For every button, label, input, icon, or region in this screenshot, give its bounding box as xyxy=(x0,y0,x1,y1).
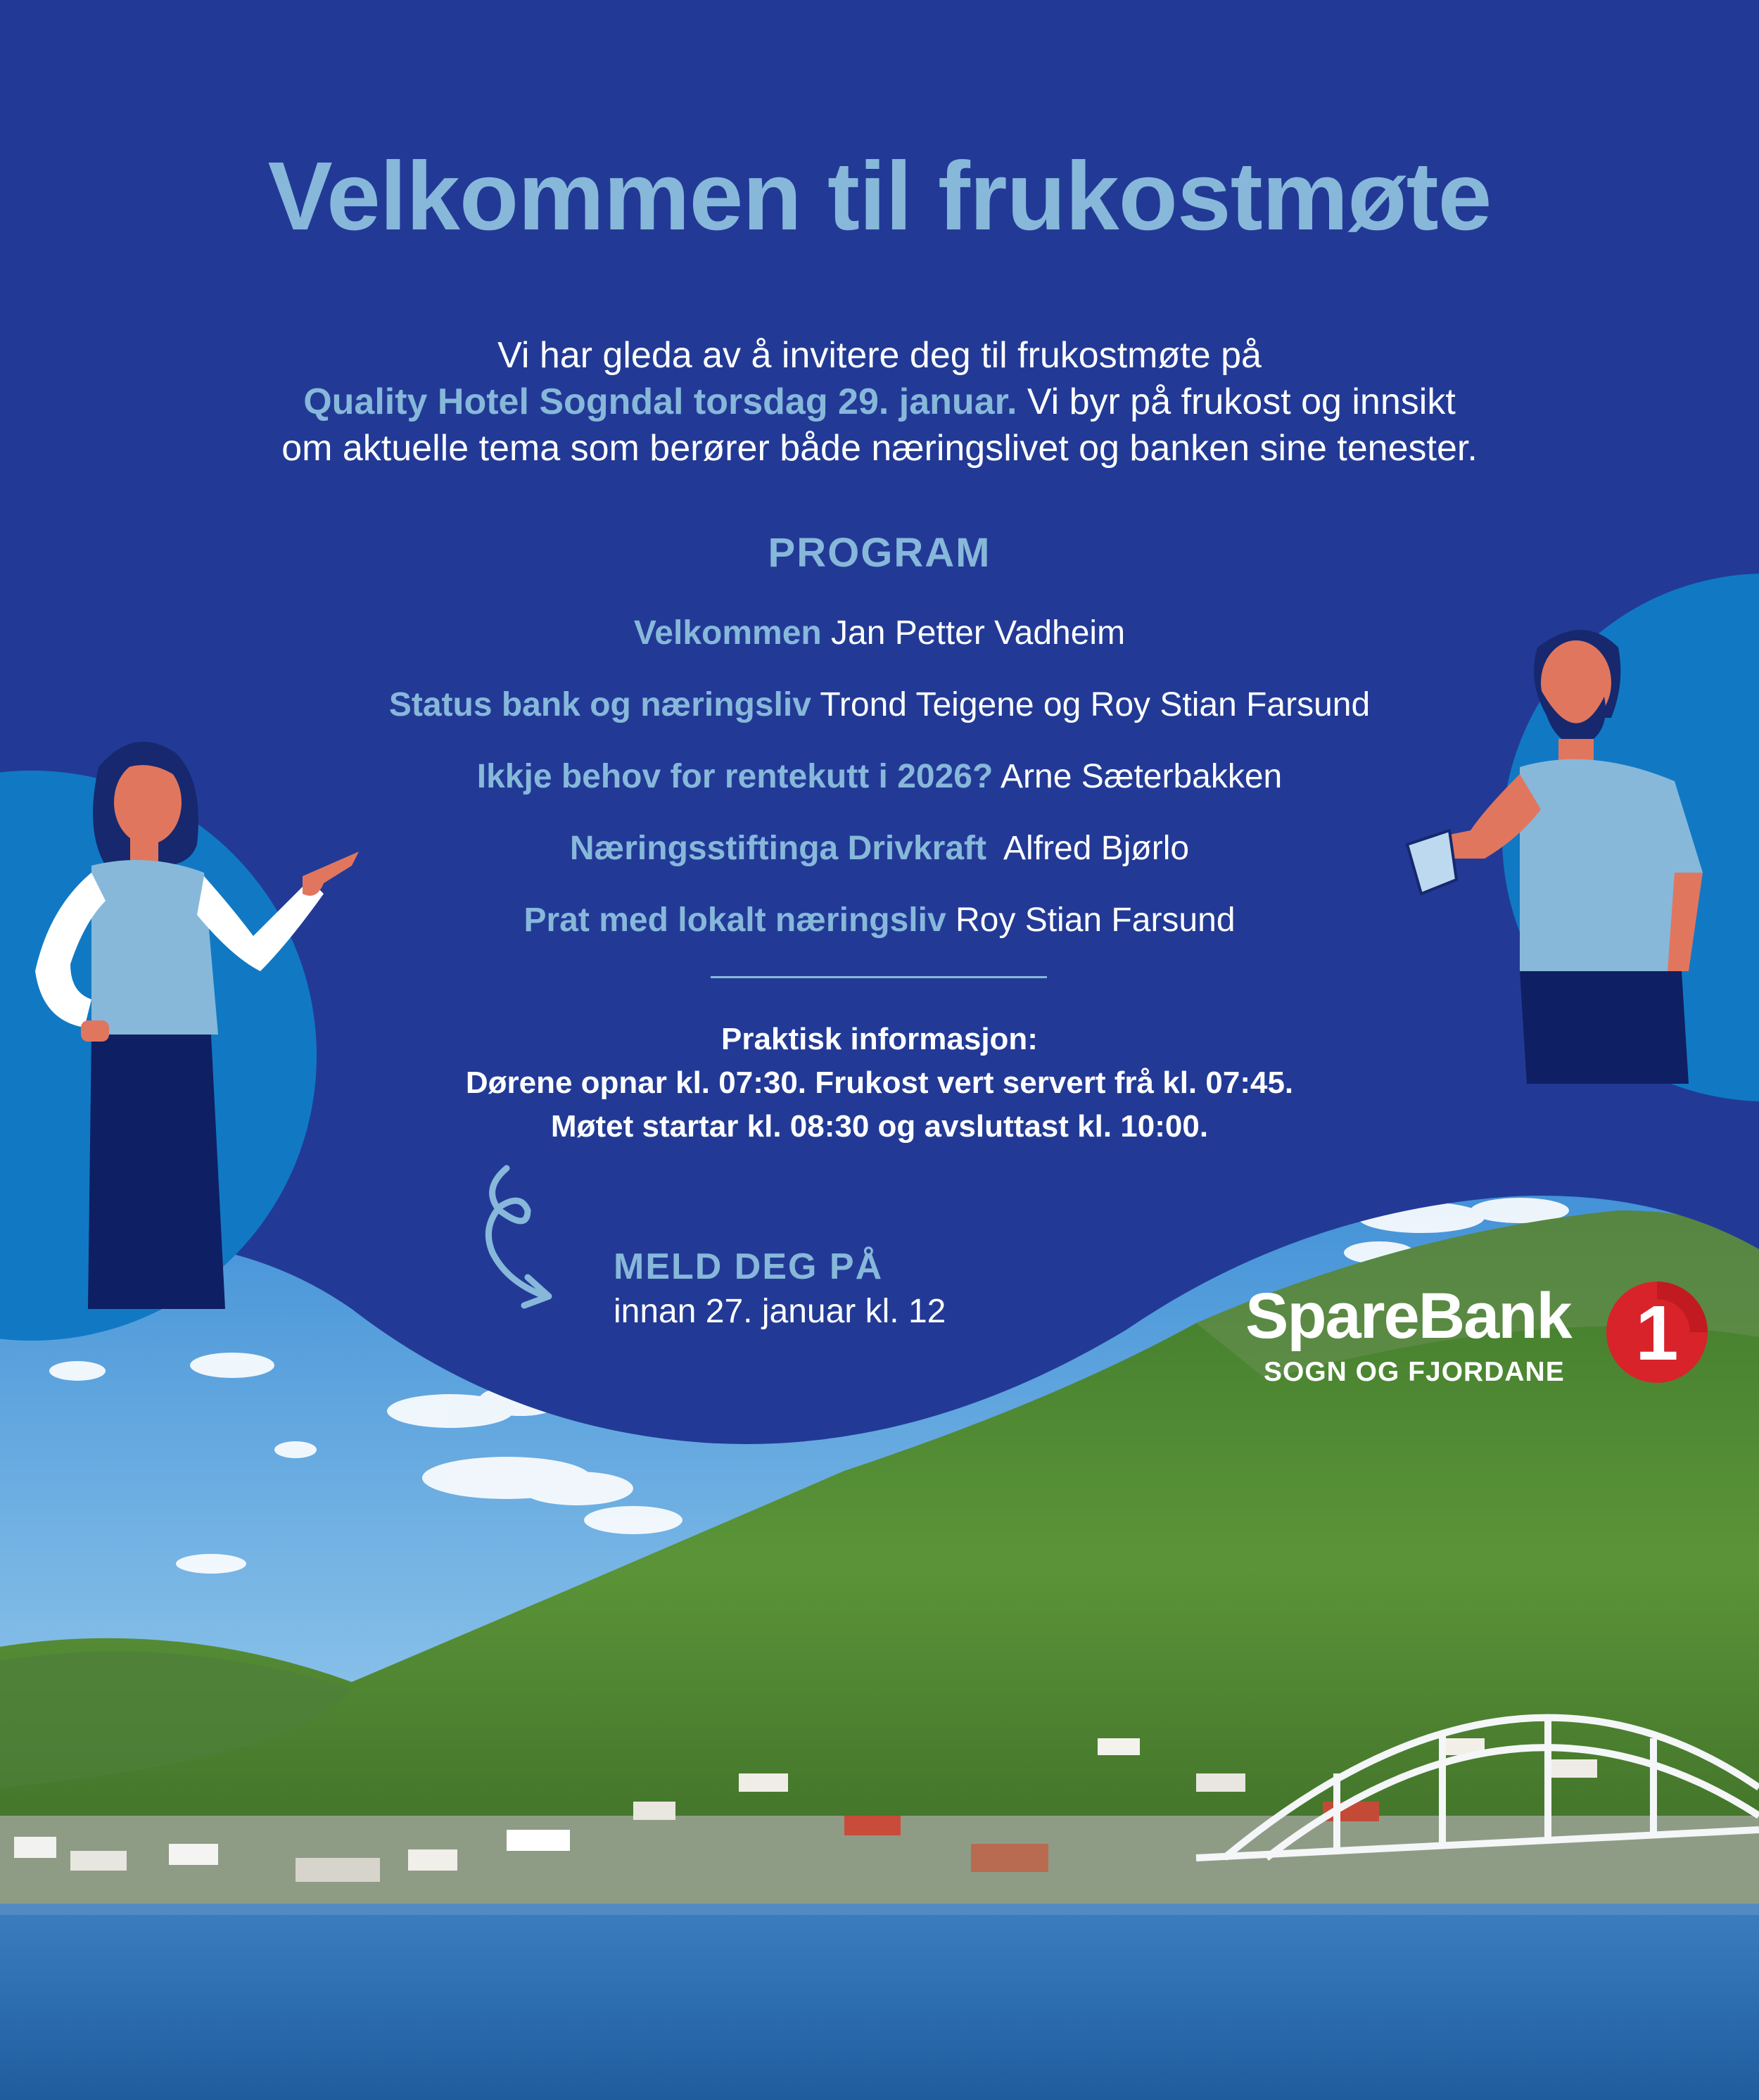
program-topic: Prat med lokalt næringsliv xyxy=(523,902,946,939)
program-heading: PROGRAM xyxy=(768,530,991,576)
program-item xyxy=(0,607,1759,678)
curly-arrow-icon xyxy=(478,1161,570,1316)
intro-line-3: om aktuelle tema som berører både næringslivet og banken sine tenester. xyxy=(281,428,1478,469)
page-title: Velkommen til frukostmøte xyxy=(267,142,1492,251)
signup-title[interactable]: MELD DEG PÅ xyxy=(614,1246,884,1287)
program-item xyxy=(0,678,1759,750)
water xyxy=(0,1904,1759,2100)
practical-info-line-1: Dørene opnar kl. 07:30. Frukost vert servert frå kl. 07:45. xyxy=(465,1065,1294,1100)
program-speaker: Trond Teigene og Roy Stian Farsund xyxy=(811,686,1371,723)
section-divider xyxy=(711,976,1047,978)
program-item xyxy=(0,822,1759,894)
program-item xyxy=(0,750,1759,822)
program-topic: Status bank og næringsliv xyxy=(388,686,811,723)
signup-callout[interactable] xyxy=(614,1246,946,1339)
intro-line-1: Vi har gleda av å invitere deg til frukostmøte på xyxy=(497,335,1262,376)
logo-badge-number: 1 xyxy=(1635,1290,1679,1377)
event-venue-date: Quality Hotel Sogndal torsdag 29. januar. xyxy=(303,381,1017,422)
practical-info xyxy=(0,1018,1759,1149)
program-speaker: Roy Stian Farsund xyxy=(946,902,1236,939)
intro-line-2-rest: Vi byr på frukost og innsikt xyxy=(1017,381,1456,422)
signup-deadline: innan 27. januar kl. 12 xyxy=(614,1293,946,1330)
program-item xyxy=(0,894,1759,966)
practical-info-title: Praktisk informasjon: xyxy=(721,1022,1038,1056)
intro-line-2 xyxy=(106,379,1653,425)
program-topic: Velkommen xyxy=(633,614,822,652)
practical-info-line-2: Møtet startar kl. 08:30 og avsluttast kl. 10:00. xyxy=(550,1109,1209,1144)
program-topic: Ikkje behov for rentekutt i 2026? xyxy=(476,758,993,795)
intro-paragraph xyxy=(106,332,1653,472)
sparebank1-logo xyxy=(1245,1281,1717,1393)
logo-badge-icon xyxy=(1606,1281,1708,1384)
logo-wordmark: SpareBank xyxy=(1245,1280,1571,1352)
program-speaker: Arne Sæterbakken xyxy=(993,758,1283,795)
program-speaker: Jan Petter Vadheim xyxy=(821,614,1126,652)
logo-region: SOGN OG FJORDANE xyxy=(1264,1357,1565,1387)
program-topic: Næringsstiftinga Drivkraft xyxy=(569,830,986,867)
program-list xyxy=(0,607,1759,966)
program-speaker: Alfred Bjørlo xyxy=(986,830,1190,867)
